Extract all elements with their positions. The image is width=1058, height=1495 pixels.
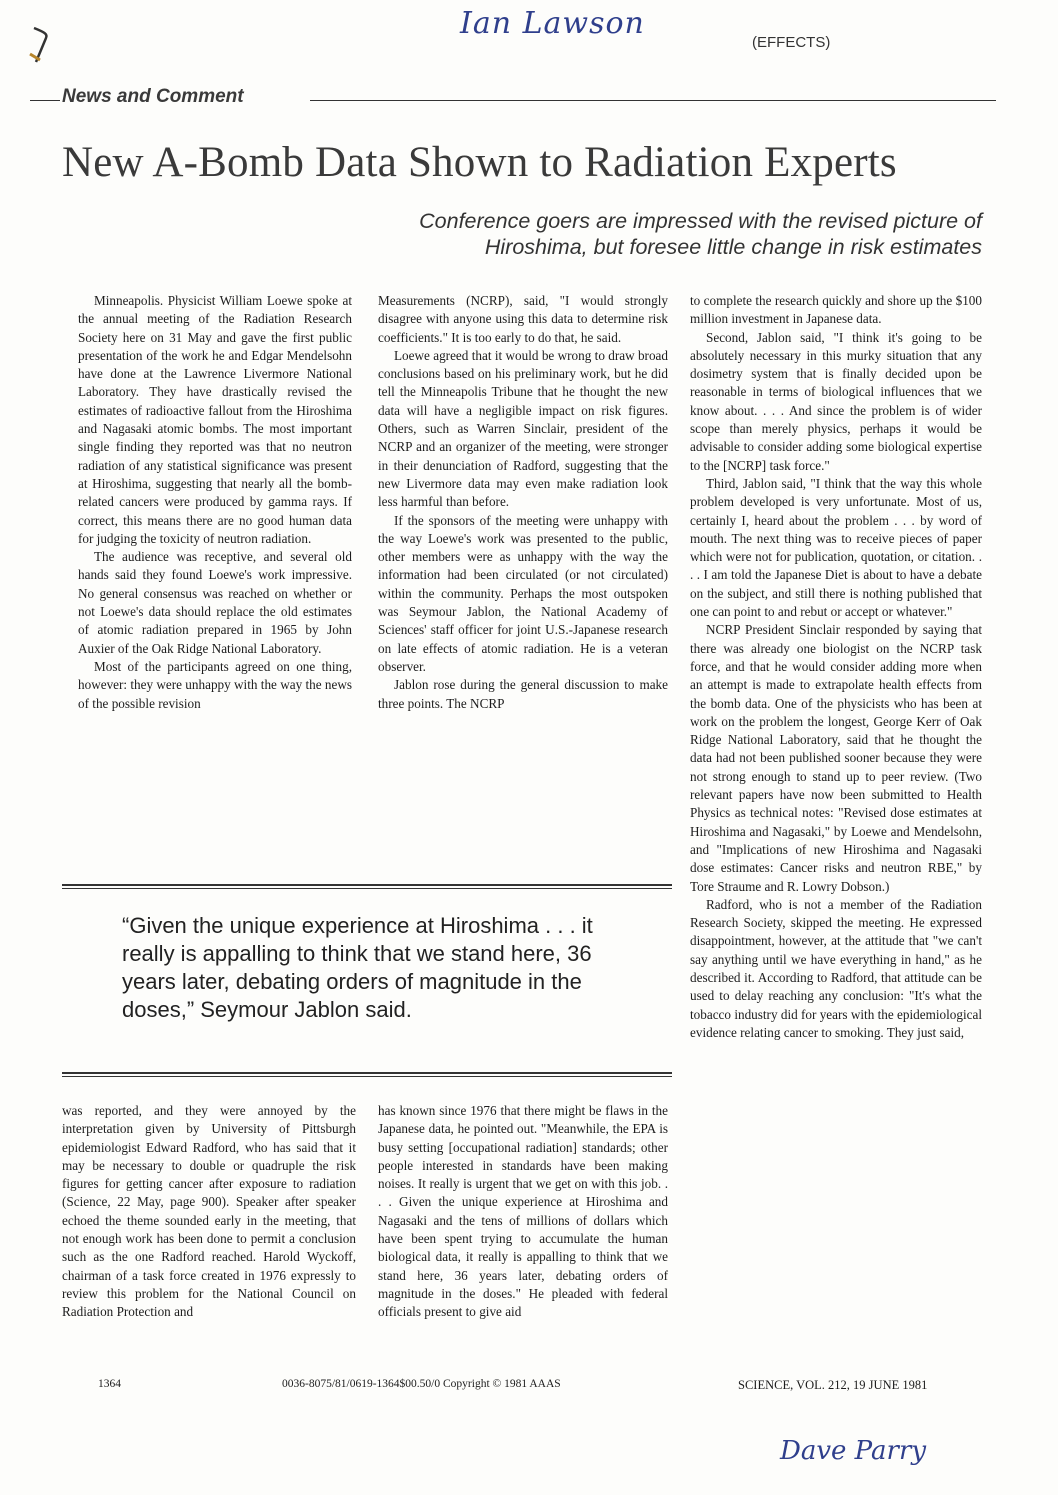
pullquote-rule-bottom bbox=[62, 1072, 672, 1074]
section-rule-left bbox=[30, 100, 60, 101]
pullquote-rule-top-thin bbox=[62, 888, 672, 889]
column-1-bottom bbox=[62, 1102, 356, 1322]
handwritten-effects-note: (EFFECTS) bbox=[752, 34, 831, 51]
paragraph: Measurements (NCRP), said, "I would strongly disagree with anyone using this data to determine risk coefficients." It is too early to do that, he said. bbox=[378, 293, 668, 345]
column-1-top bbox=[78, 292, 352, 713]
paragraph: was reported, and they were annoyed by the interpretation given by University of Pittsburgh epidemiologist Edward Radford, who has said that it may be necessary to double or quadruple the risk figures for getting cancer after exposure to radiation (Science, 22 May, page 900). Speaker after speaker echoed the theme sounded early in the meeting, that not enough work has been done to permit a conclusion such as the one Radford reached. Harold Wyckoff, chairman of a task force created in 1976 expressly to review this problem for the National Council on Radiation Protection and bbox=[62, 1103, 356, 1320]
article-headline: New A-Bomb Data Shown to Radiation Experts bbox=[62, 139, 897, 186]
page-number: 1364 bbox=[98, 1378, 121, 1390]
handwritten-name-note: Ian Lawson bbox=[460, 6, 645, 41]
journal-citation: SCIENCE, VOL. 212, 19 JUNE 1981 bbox=[738, 1378, 928, 1392]
paragraph: Second, Jablon said, "I think it's going to be absolutely necessary in this murky situation that any dosimetry system that is finally decided upon be reasonable in terms of biological influences that we know about. . . . And since the problem is of wider scope than merely physics, perhaps it would be advisable to consider adding some biological expertise to the [NCRP] task force." bbox=[690, 329, 982, 473]
pull-quote: “Given the unique experience at Hiroshima . . . it really is appalling to think that we stand here, 36 years later, debating orders of magnitude in the doses,” Seymour Jablon said. bbox=[122, 913, 593, 1022]
copyright-line: 0036-8075/81/0619-1364$00.50/0 Copyright © 1981 AAAS bbox=[282, 1378, 561, 1390]
paragraph: Loewe agreed that it would be wrong to draw broad conclusions based on his preliminary work, but he did tell the Minneapolis Tribune that he thought the new data will have a negligible impact on risk figures. Others, such as Warren Sinclair, president of the NCRP and an organizer of the meeting, were stronger in their denunciation of Radford, suggesting that the new Livermore data may even make radiation look less harmful than before. bbox=[378, 347, 668, 510]
paragraph: Most of the participants agreed on one thing, however: they were unhappy with the way the news of the possible revision bbox=[78, 658, 352, 711]
paragraph: If the sponsors of the meeting were unhappy with the way Loewe's work was presented to the public, other members were as unhappy with the way the information had been circulated (or not circulated) within the community. Perhaps the most outspoken was Seymour Jablon, the National Academy of Sciences' staff officer for joint U.S.-Japanese research on late effects of atomic radiation. He is a veteran observer. bbox=[378, 512, 668, 674]
paragraph: Minneapolis. Physicist William Loewe spoke at the annual meeting of the Radiation Research Society here on 31 May and gave the first public presentation of the work he and Edgar Mendelsohn have done at the Lawrence Livermore National Laboratory. They have drastically revised the estimates of radioactive fallout from the Hiroshima and Nagasaki atomic bombs. The most important single finding they reported was that no neutron radiation of any statistical significance was present at Hiroshima, suggesting that nearly all the bomb-related cancers were produced by gamma rays. If correct, this means there are no good human data for judging the toxicity of neutron radiation. bbox=[78, 293, 352, 546]
paragraph: has known since 1976 that there might be flaws in the Japanese data, he pointed out. "Meanwhile, the EPA is busy setting [occupational radiation] standards; other people interested in standards have been making noises. It really is urgent that we get on with this job. . . . Given the unique experience at Hiroshima and Nagasaki and the tens of millions of dollars which have been spent trying to accumulate the human biological data, it really is appalling to think that we stand here, 36 years later, debating orders of magnitude in the doses." He pleaded with federal officials present to give aid bbox=[378, 1103, 668, 1320]
pullquote-rule-bottom-thin bbox=[62, 1076, 672, 1077]
column-2-bottom bbox=[378, 1102, 668, 1322]
deck-line-1: Conference goers are impressed with the revised picture of bbox=[419, 209, 982, 233]
handwritten-signature: Dave Parry bbox=[780, 1436, 927, 1466]
paragraph: Jablon rose during the general discussion to make three points. The NCRP bbox=[378, 677, 668, 711]
paragraph: Radford, who is not a member of the Radiation Research Society, skipped the meeting. He expressed disappointment, however, at the attitude that "we can't say anything until we have everything in hand," as he described it. According to Radford, that attitude can be used to delay reaching any conclusion: "It's what the tobacco industry did for years with the epidemiological evidence relating cancer to smoking. They just said, bbox=[690, 896, 982, 1040]
paragraph: The audience was receptive, and several old hands said they found Loewe's work impressive. No general consensus was reached on whether or not Loewe's data should replace the old estimates of atomic radiation prepared in 1965 by John Auxier of the Oak Ridge National Laboratory. bbox=[78, 549, 352, 656]
deck-line-2: Hiroshima, but foresee little change in risk estimates bbox=[484, 235, 982, 259]
section-rule-right bbox=[310, 100, 996, 101]
article-deck bbox=[290, 208, 982, 260]
section-label: News and Comment bbox=[62, 86, 244, 107]
column-2-top bbox=[378, 292, 668, 713]
paragraph: Third, Jablon said, "I think that the way this whole problem developed is very unfortunate. Most of us, certainly I, heard about the problem . . . by word of mouth. The next thing was to receive pieces of paper which were not for publication, quotation, or citation. . . . I am told the Japanese Diet is about to have a debate on the subject, and still there is nothing published that one can point to and rebut or accept or whatever." bbox=[690, 475, 982, 620]
paragraph: NCRP President Sinclair responded by saying that there was already one biologist on the NCRP task force, and that he would consider adding more when an attempt is made to extrapolate health effects from the bomb data. One of the physicists who has been at work on the problem the longest, George Kerr of Oak Ridge National Laboratory, said that he thought the data had not been published sooner because they were not strong enough to stand up to peer review. (Two relevant papers have now been submitted to Health Physics as technical notes: "Revised dose estimates at Hiroshima and Nagasaki," by Loewe and Mendelsohn, and "Implications of new Hiroshima and Nagasaki dose estimates: Cancer risks and neutron RBE," by Tore Straume and R. Lowry Dobson.) bbox=[690, 622, 982, 894]
paragraph: to complete the research quickly and shore up the $100 million investment in Japanese data. bbox=[690, 293, 982, 327]
column-3 bbox=[690, 292, 982, 1042]
pullquote-rule-top bbox=[62, 884, 672, 886]
pen-mark-icon bbox=[26, 24, 56, 64]
